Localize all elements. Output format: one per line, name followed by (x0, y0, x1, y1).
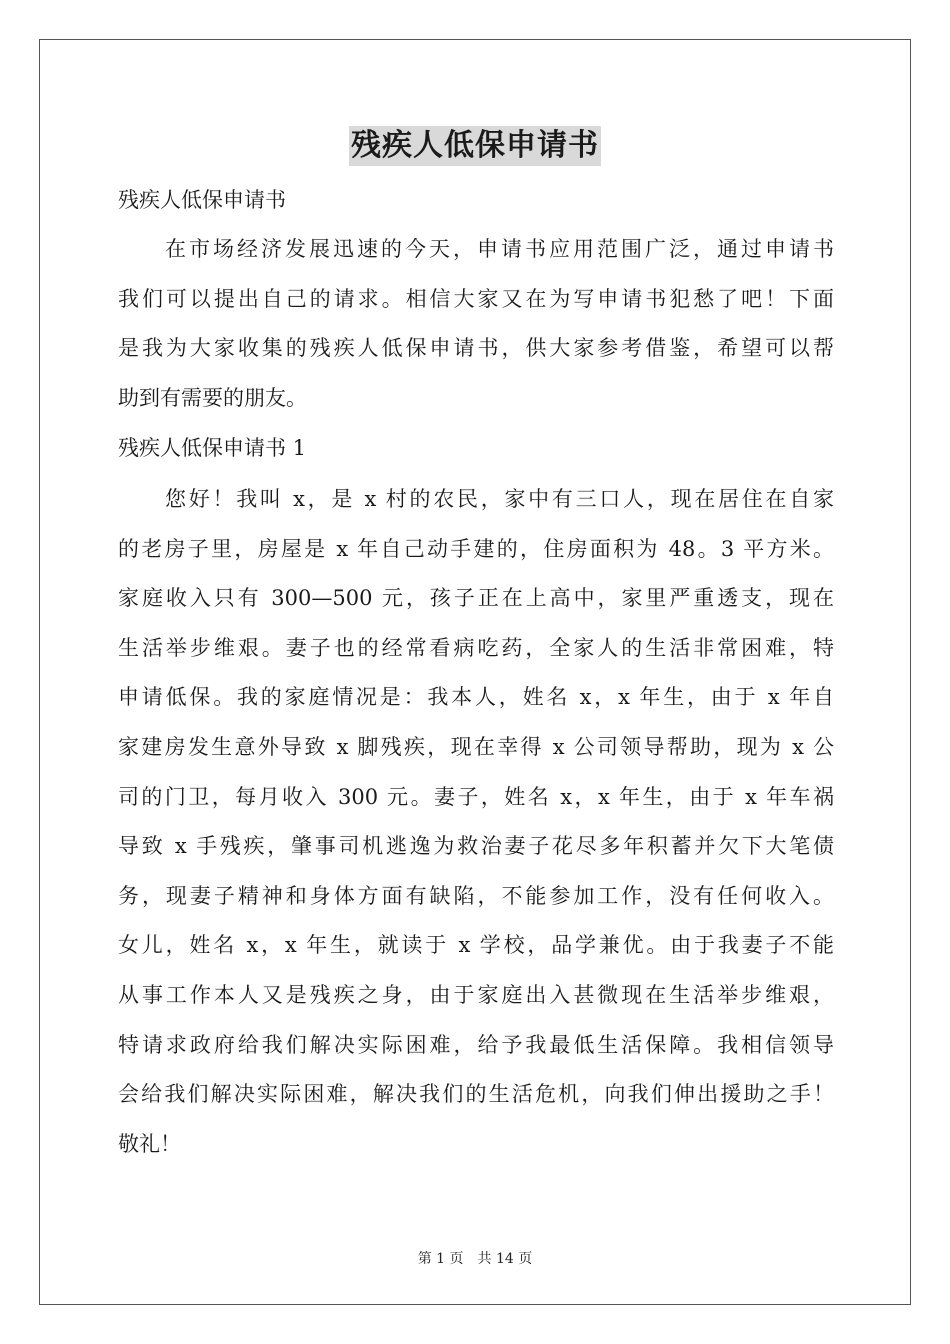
body-line: 申请低保。我的家庭情况是：我本人，姓名 x，x 年生，由于 x 年自 (118, 685, 834, 710)
body-line: 家庭收入只有 300—500 元，孩子正在上高中，家里严重透支，现在 (118, 586, 834, 611)
intro-line: 在市场经济发展迅速的今天，申请书应用范围广泛，通过申请书 (165, 237, 834, 261)
section-heading: 残疾人低保申请书 1 (118, 436, 307, 460)
body-line: 生活举步维艰。妻子也的经常看病吃药，全家人的生活非常困难，特 (118, 635, 834, 660)
page-footer: 第 1 页 共 14 页 (417, 1251, 533, 1267)
intro-line: 我们可以提出自己的请求。相信大家又在为写申请书犯愁了吧！下面 (118, 286, 834, 311)
body-line: 女儿，姓名 x，x 年生，就读于 x 学校，品学兼优。由于我妻子不能 (118, 933, 834, 958)
body-line: 您好！我叫 x，是 x 村的农民，家中有三口人，现在居住在自家 (165, 487, 834, 511)
body-line: 司的门卫，每月收入 300 元。妻子，姓名 x，x 年生，由于 x 年车祸 (118, 784, 834, 809)
body-paragraph (118, 475, 834, 1169)
body-line: 务，现妻子精神和身体方面有缺陷，不能参加工作，没有任何收入。 (118, 883, 834, 908)
body-line: 会给我们解决实际困难，解决我们的生活危机，向我们伸出援助之手！ (118, 1082, 834, 1107)
body-line: 的老房子里，房屋是 x 年自己动手建的，住房面积为 48。3 平方米。 (118, 536, 834, 561)
intro-line: 助到有需要的朋友。 (118, 385, 307, 410)
document-subtitle: 残疾人低保申请书 (118, 188, 286, 212)
intro-paragraph (118, 225, 834, 423)
document-title: 残疾人低保申请书 (349, 126, 601, 166)
body-line: 从事工作本人又是残疾之身，由于家庭出入甚微现在生活举步维艰， (118, 982, 834, 1007)
body-line: 敬礼！ (118, 1131, 181, 1156)
body-line: 特请求政府给我们解决实际困难，给予我最低生活保障。我相信领导 (118, 1032, 834, 1057)
body-line: 家建房发生意外导致 x 脚残疾，现在幸得 x 公司领导帮助，现为 x 公 (118, 734, 834, 759)
body-line: 导致 x 手残疾，肇事司机逃逸为救治妻子花尽多年积蓄并欠下大笔债 (118, 834, 834, 859)
intro-line: 是我为大家收集的残疾人低保申请书，供大家参考借鉴，希望可以帮 (118, 336, 834, 361)
title-container (0, 126, 950, 166)
